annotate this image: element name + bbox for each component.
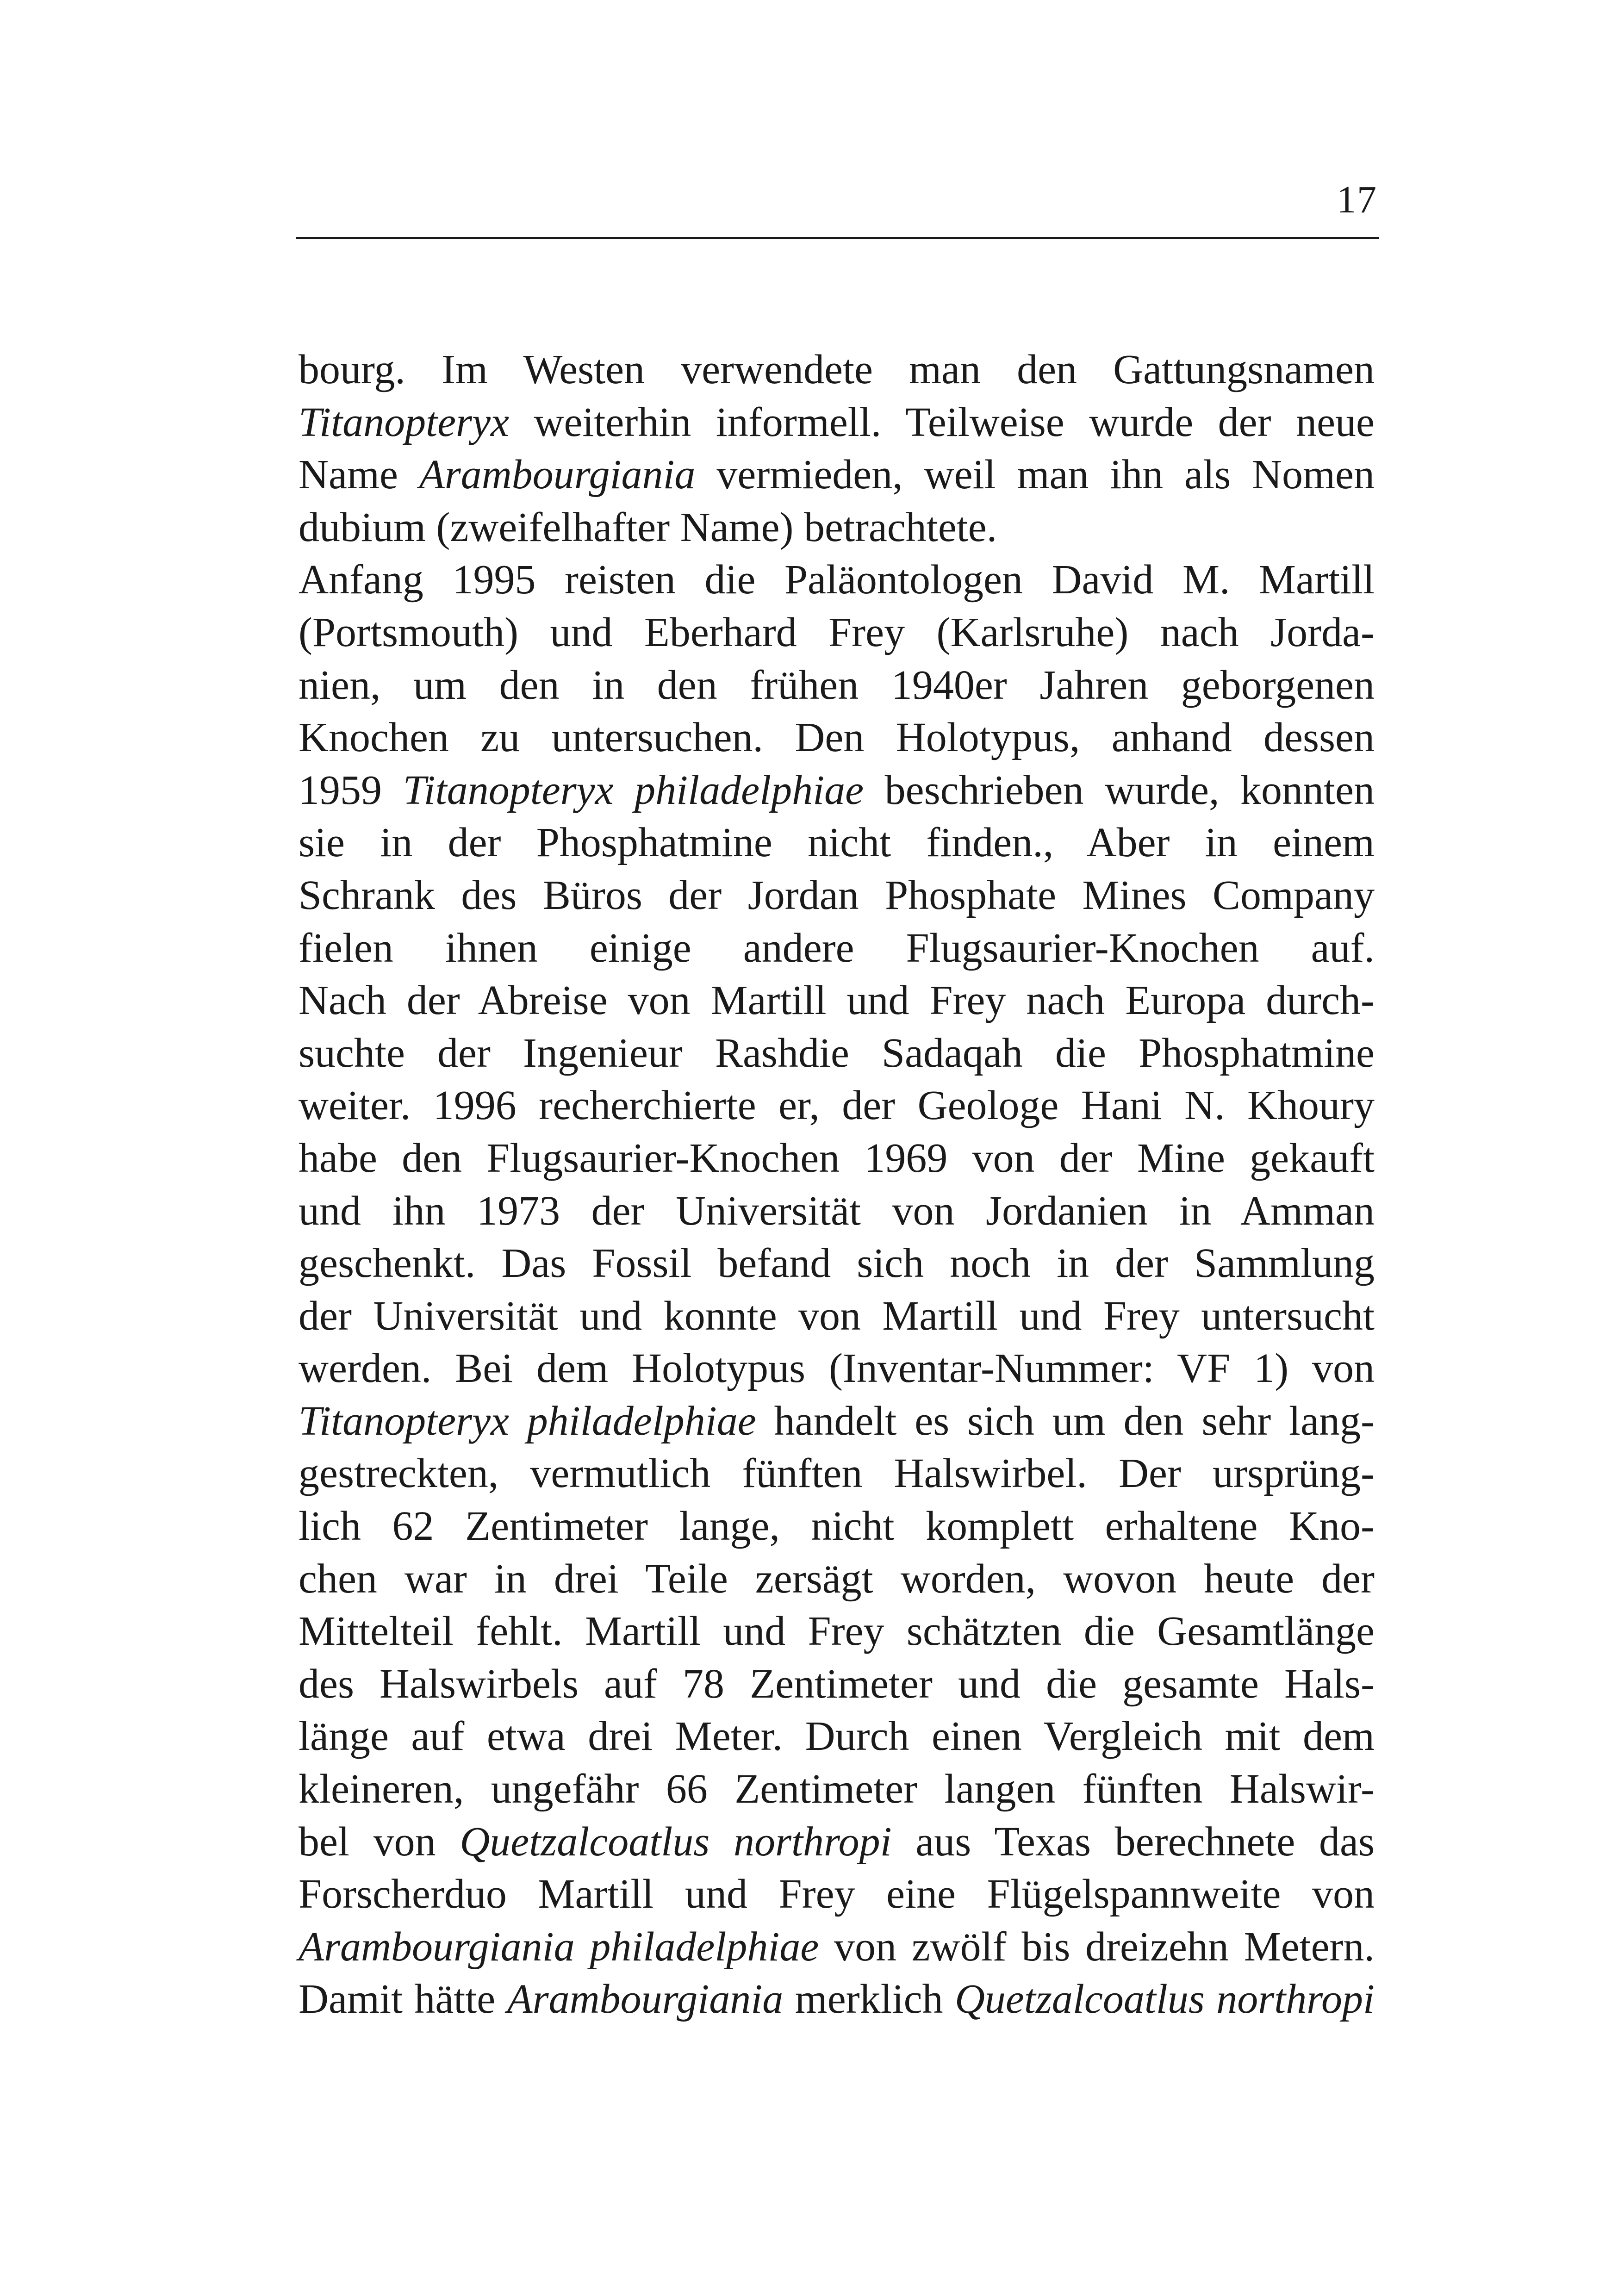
text-line	[299, 343, 1375, 396]
text-line	[299, 1342, 1375, 1395]
text-segment: sie in der Phosphatmine nicht finden., Aber in einem	[299, 820, 1375, 866]
text-line	[299, 1973, 1375, 2026]
text-segment: des Halswirbels auf 78 Zentimeter und die gesamte Hals-	[299, 1661, 1375, 1707]
body-text	[299, 343, 1375, 2026]
text-line	[299, 1079, 1375, 1132]
text-segment: lich 62 Zentimeter lange, nicht komplett erhaltene Kno-	[299, 1503, 1375, 1549]
text-segment: gestreckten, vermutlich fünften Halswirbel. Der ursprüng-	[299, 1450, 1375, 1497]
text-segment: Forscherduo Martill und Frey eine Flügelspannweite von	[299, 1871, 1375, 1917]
text-line	[299, 764, 1375, 817]
text-line	[299, 1447, 1375, 1500]
italic-name: Titanopteryx	[299, 399, 509, 445]
text-segment: länge auf etwa drei Meter. Durch einen Vergleich mit dem	[299, 1713, 1375, 1760]
text-segment: merklich	[783, 1976, 955, 2022]
text-line	[299, 974, 1375, 1027]
italic-name: Arambourgiania	[419, 452, 696, 498]
text-line	[299, 1553, 1375, 1605]
text-segment: bel von	[299, 1818, 460, 1865]
text-segment: der Universität und konnte von Martill und Frey untersucht	[299, 1293, 1375, 1339]
text-segment: weiter. 1996 recherchierte er, der Geologe Hani N. Khoury	[299, 1083, 1375, 1129]
text-line	[299, 554, 1375, 606]
text-line	[299, 1868, 1375, 1921]
text-segment: werden. Bei dem Holotypus (Inventar-Nummer: VF 1) von	[299, 1345, 1375, 1392]
text-segment: Schrank des Büros der Jordan Phosphate Mines Company	[299, 872, 1375, 918]
text-segment: chen war in drei Teile zersägt worden, wovon heute der	[299, 1556, 1375, 1602]
text-segment: handelt es sich um den sehr lang-	[756, 1398, 1375, 1444]
text-line	[299, 1237, 1375, 1290]
text-segment: dubium (zweifelhafter Name) betrachtete.	[299, 504, 997, 550]
italic-name: Quetzalcoatlus northropi	[460, 1818, 892, 1865]
text-segment: aus Texas berechnete das	[891, 1818, 1375, 1865]
text-segment: habe den Flugsaurier-Knochen 1969 von der Mine gekauft	[299, 1135, 1375, 1181]
text-segment: kleineren, ungefähr 66 Zentimeter langen fünften Halswir-	[299, 1766, 1375, 1812]
text-line	[299, 1710, 1375, 1763]
text-line	[299, 1395, 1375, 1448]
italic-name: Quetzalcoatlus northropi	[954, 1976, 1375, 2022]
text-line	[299, 1816, 1375, 1868]
text-segment: 1959	[299, 767, 403, 813]
text-segment: nien, um den in den frühen 1940er Jahren geborgenen	[299, 662, 1375, 708]
text-segment: Anfang 1995 reisten die Paläontologen David M. Martill	[299, 557, 1375, 603]
italic-name: Titanopteryx philadelphiae	[299, 1398, 756, 1444]
text-segment: Damit hätte	[299, 1976, 507, 2022]
text-line	[299, 1605, 1375, 1658]
text-line	[299, 869, 1375, 922]
text-segment: Nach der Abreise von Martill und Frey nach Europa durch-	[299, 977, 1375, 1024]
text-line	[299, 711, 1375, 764]
italic-name: Arambourgiania philadelphiae	[299, 1923, 819, 1970]
text-segment: fielen ihnen einige andere Flugsaurier-Knochen auf.	[299, 925, 1375, 971]
text-segment: von zwölf bis dreizehn Metern.	[819, 1923, 1375, 1970]
text-line	[299, 1763, 1375, 1816]
text-segment: beschrieben wurde, konnten	[864, 767, 1375, 813]
text-line	[299, 1290, 1375, 1343]
text-segment: geschenkt. Das Fossil befand sich noch in der Sammlung	[299, 1240, 1375, 1287]
page-number: 17	[1337, 178, 1377, 221]
text-line	[299, 922, 1375, 975]
text-line	[299, 1500, 1375, 1553]
text-line	[299, 1027, 1375, 1080]
text-segment: bourg. Im Westen verwendete man den Gattungsnamen	[299, 347, 1375, 392]
italic-name: Arambourgiania	[507, 1976, 784, 2022]
text-segment: Mittelteil fehlt. Martill und Frey schätzten die Gesamtlänge	[299, 1608, 1375, 1655]
text-segment: vermieden, weil man ihn als Nomen	[695, 452, 1375, 498]
text-line	[299, 816, 1375, 869]
text-line	[299, 1921, 1375, 1973]
text-line	[299, 606, 1375, 659]
text-segment: Name	[299, 452, 419, 498]
text-line	[299, 448, 1375, 501]
text-line	[299, 1658, 1375, 1711]
text-line	[299, 1185, 1375, 1238]
text-segment: suchte der Ingenieur Rashdie Sadaqah die Phosphatmine	[299, 1030, 1375, 1076]
text-line	[299, 659, 1375, 712]
header-rule	[296, 237, 1379, 239]
text-segment: weiterhin informell. Teilweise wurde der neue	[509, 399, 1375, 445]
text-segment: (Portsmouth) und Eberhard Frey (Karlsruhe) nach Jorda-	[299, 609, 1375, 655]
text-line	[299, 396, 1375, 449]
italic-name: Titanopteryx philadelphiae	[403, 767, 864, 813]
text-line	[299, 1132, 1375, 1185]
text-line	[299, 501, 1375, 554]
text-segment: und ihn 1973 der Universität von Jordanien in Amman	[299, 1188, 1375, 1234]
text-segment: Knochen zu untersuchen. Den Holotypus, anhand dessen	[299, 715, 1375, 761]
